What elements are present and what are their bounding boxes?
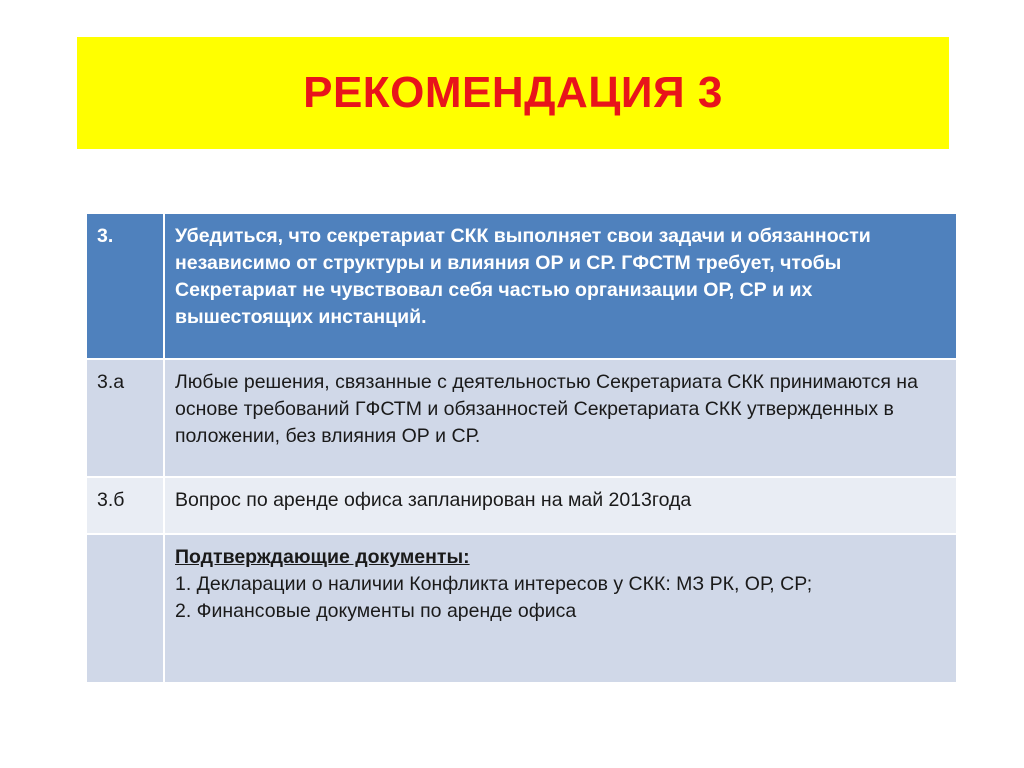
row-number: 3.б bbox=[86, 477, 164, 534]
document-item: 1. Декларации о наличии Конфликта интересов у СКК: МЗ РК, ОР, СР; bbox=[175, 573, 813, 595]
page-title: РЕКОМЕНДАЦИЯ 3 bbox=[303, 68, 723, 117]
table-row bbox=[86, 477, 957, 534]
row-text: Убедиться, что секретариат СКК выполняет свои задачи и обязанности независимо от структуры и влияния ОР и СР. ГФСТМ требует, чтобы Секретариат не чувствовал себя частью организации ОР, СР и их вышестоящих инстанций. bbox=[164, 213, 957, 359]
row-text: Вопрос по аренде офиса запланирован на май 2013года bbox=[164, 477, 957, 534]
documents-heading: Подтверждающие документы: bbox=[175, 546, 470, 568]
row-text: Любые решения, связанные с деятельностью Секретариата СКК принимаются на основе требований ГФСТМ и обязанностей Секретариата СКК утвержденных в положении, без влияния ОР и СР. bbox=[164, 359, 957, 477]
recommendation-table bbox=[85, 212, 958, 684]
document-item: 2. Финансовые документы по аренде офиса bbox=[175, 600, 577, 622]
row-number bbox=[86, 534, 164, 683]
documents-cell bbox=[164, 534, 957, 683]
title-banner bbox=[77, 37, 949, 149]
table-row-header bbox=[86, 213, 957, 359]
row-number: 3. bbox=[86, 213, 164, 359]
row-number: 3.а bbox=[86, 359, 164, 477]
table-row bbox=[86, 359, 957, 477]
table-row-documents bbox=[86, 534, 957, 683]
